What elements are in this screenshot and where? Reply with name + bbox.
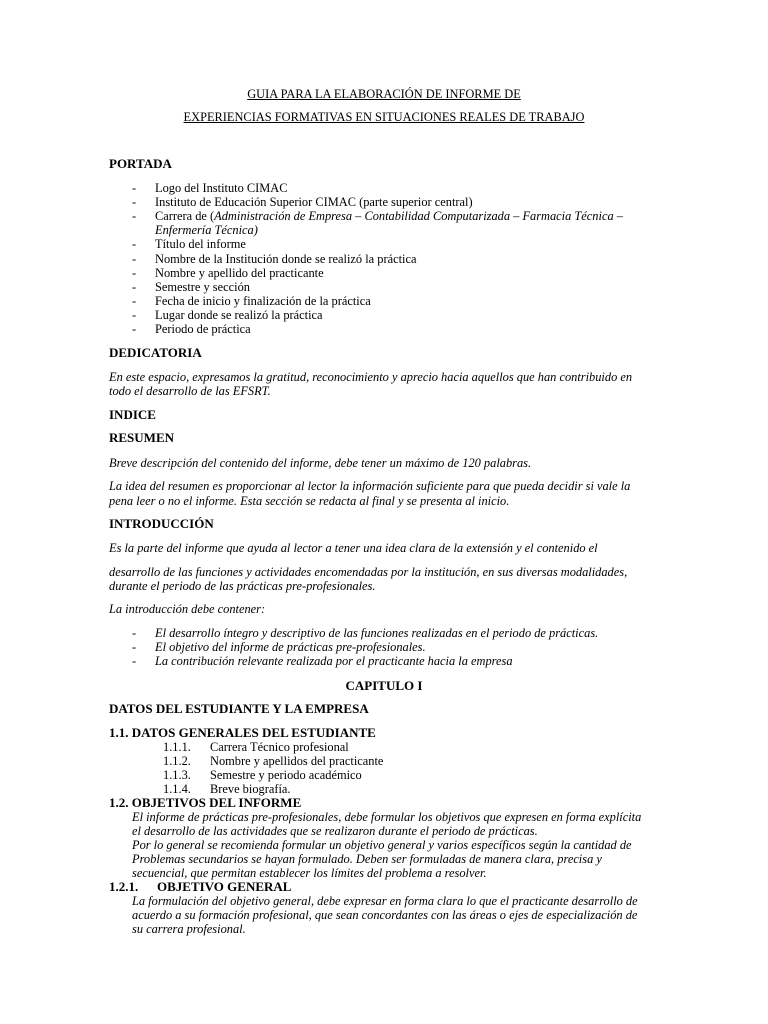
section-1-2-1-heading: OBJETIVO GENERAL xyxy=(157,879,292,894)
list-number: 1.1.2. xyxy=(163,754,191,768)
portada-item-carrera xyxy=(155,209,623,223)
capitulo-heading: CAPITULO I xyxy=(345,678,423,693)
portada-item: Instituto de Educación Superior CIMAC (parte superior central) xyxy=(155,195,473,209)
introduccion-item: El objetivo del informe de prácticas pre-profesionales. xyxy=(155,640,426,654)
section-1-2-1-paragraph-continued: acuerdo a su formación profesional, que sean concordantes con las áreas o ejes de especialización de xyxy=(132,908,638,922)
list-number: 1.1.1. xyxy=(163,740,191,754)
resumen-paragraph-2-continued: pena leer o no el informe. Esta sección se redacta al final y se presenta al inicio. xyxy=(109,494,510,508)
section-1-2-paragraph-1: El informe de prácticas pre-profesionales, debe formular los objetivos que expresen en forma explícita xyxy=(132,810,642,824)
indice-heading: INDICE xyxy=(109,407,156,422)
bullet-dash: - xyxy=(132,280,137,294)
section-1-2-1-paragraph: La formulación del objetivo general, debe expresar en forma clara lo que el practicante desarrollo de xyxy=(132,894,638,908)
bullet-dash: - xyxy=(132,322,137,336)
bullet-dash: - xyxy=(132,237,137,251)
portada-heading: PORTADA xyxy=(109,156,172,171)
introduccion-heading: INTRODUCCIÓN xyxy=(109,516,214,531)
portada-item: Nombre de la Institución donde se realizó la práctica xyxy=(155,252,417,266)
portada-item: Logo del Instituto CIMAC xyxy=(155,181,288,195)
carrera-list-italic-continued: Enfermería Técnica) xyxy=(155,223,258,237)
portada-item: Periodo de práctica xyxy=(155,322,251,336)
section-1-2-paragraph-2-end: secuencial, que permitan establecer los límites del problema a resolver. xyxy=(132,866,487,880)
list-item: Carrera Técnico profesional xyxy=(210,740,349,754)
dedicatoria-text-continued: todo el desarrollo de las EFSRT. xyxy=(109,384,271,398)
dedicatoria-heading: DEDICATORIA xyxy=(109,345,202,360)
section-1-2-1-number: 1.2.1. xyxy=(109,879,139,894)
portada-item: Lugar donde se realizó la práctica xyxy=(155,308,323,322)
bullet-dash: - xyxy=(132,209,137,223)
capitulo-subheading: DATOS DEL ESTUDIANTE Y LA EMPRESA xyxy=(109,701,369,716)
resumen-paragraph-1: Breve descripción del contenido del informe, debe tener un máximo de 120 palabras. xyxy=(109,456,532,470)
introduccion-item: La contribución relevante realizada por el practicante hacia la empresa xyxy=(155,654,513,668)
dedicatoria-text: En este espacio, expresamos la gratitud, reconocimiento y aprecio hacia aquellos que han contribuido en xyxy=(109,370,633,384)
bullet-dash: - xyxy=(132,308,137,322)
introduccion-paragraph-3: La introducción debe contener: xyxy=(109,602,266,616)
bullet-dash: - xyxy=(132,252,137,266)
bullet-dash: - xyxy=(132,626,137,640)
introduccion-item: El desarrollo íntegro y descriptivo de las funciones realizadas en el periodo de prácticas. xyxy=(155,626,599,640)
bullet-dash: - xyxy=(132,640,137,654)
resumen-heading: RESUMEN xyxy=(109,430,175,445)
portada-item: Título del informe xyxy=(155,237,246,251)
bullet-dash: - xyxy=(132,294,137,308)
bullet-dash: - xyxy=(132,195,137,209)
section-1-2-1-paragraph-end: su carrera profesional. xyxy=(132,922,246,936)
introduccion-paragraph-2-continued: durante el periodo de las prácticas pre-profesionales. xyxy=(109,579,376,593)
portada-item: Fecha de inicio y finalización de la práctica xyxy=(155,294,371,308)
resumen-paragraph-2: La idea del resumen es proporcionar al lector la información suficiente para que pueda decidir si vale la xyxy=(109,479,631,493)
section-1-2-paragraph-2: Por lo general se recomienda formular un objetivo general y varios específicos según la cantidad de xyxy=(132,838,632,852)
portada-item: Semestre y sección xyxy=(155,280,250,294)
section-1-2-paragraph-2-continued: Problemas secundarios se hayan formulado. Deben ser formuladas de manera clara, precisa y xyxy=(132,852,602,866)
list-number: 1.1.3. xyxy=(163,768,191,782)
doc-title-line-2: EXPERIENCIAS FORMATIVAS EN SITUACIONES REALES DE TRABAJO xyxy=(183,110,585,124)
section-1-2-paragraph-1-continued: el desarrollo de las actividades que se realizaron durante el periodo de prácticas. xyxy=(132,824,538,838)
section-1-2-heading: 1.2. OBJETIVOS DEL INFORME xyxy=(109,795,302,810)
list-item: Breve biografía. xyxy=(210,782,291,796)
list-item: Nombre y apellidos del practicante xyxy=(210,754,384,768)
carrera-list-italic: Administración de Empresa – Contabilidad Computarizada – Farmacia Técnica – xyxy=(214,209,623,223)
introduccion-paragraph-2: desarrollo de las funciones y actividades encomendadas por la institución, en sus diversas modalidades, xyxy=(109,565,628,579)
introduccion-paragraph-1: Es la parte del informe que ayuda al lector a tener una idea clara de la extensión y el contenido el xyxy=(109,541,598,555)
section-1-1-heading: 1.1. DATOS GENERALES DEL ESTUDIANTE xyxy=(109,725,376,740)
bullet-dash: - xyxy=(132,266,137,280)
bullet-dash: - xyxy=(132,654,137,668)
doc-title-line-1: GUIA PARA LA ELABORACIÓN DE INFORME DE xyxy=(247,87,521,101)
bullet-dash: - xyxy=(132,181,137,195)
carrera-prefix: Carrera de ( xyxy=(155,209,215,223)
list-number: 1.1.4. xyxy=(163,782,191,796)
list-item: Semestre y periodo académico xyxy=(210,768,362,782)
portada-item: Nombre y apellido del practicante xyxy=(155,266,324,280)
